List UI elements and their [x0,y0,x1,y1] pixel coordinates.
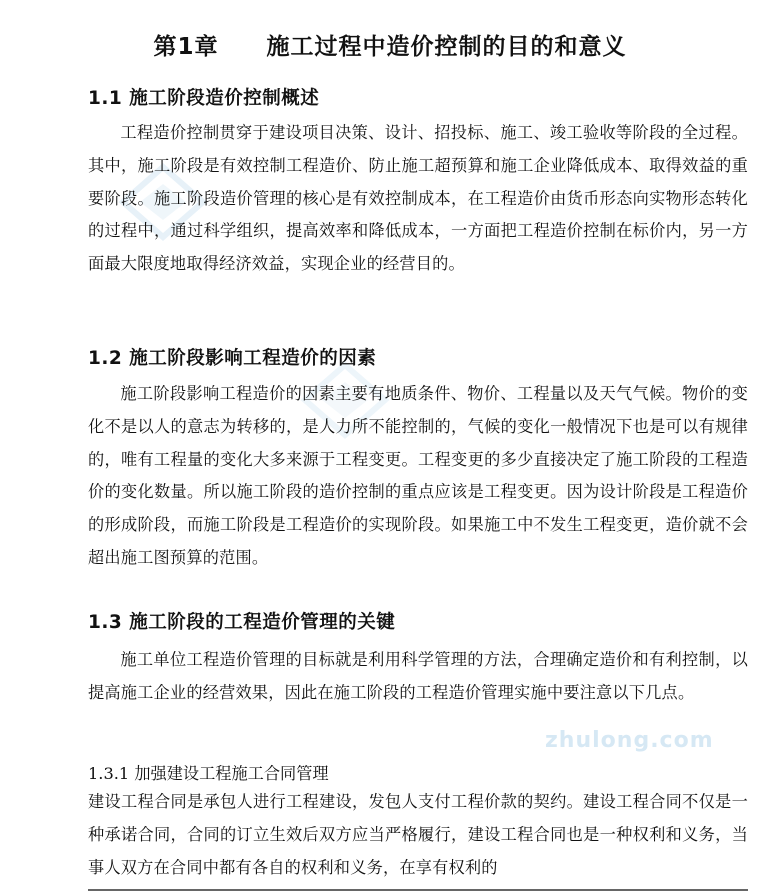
section-paragraph: 施工单位工程造价管理的目标就是利用科学管理的方法，合理确定造价和有利控制，以提高施工企业的经营效果，因此在施工阶段的工程造价管理实施中要注意以下几点。 [88,650,748,702]
section-heading: 1.2 施工阶段影响工程造价的因素 [88,348,377,369]
subsection-heading: 1.3.1 加强建设工程施工合同管理 [88,764,329,783]
subsection-paragraph: 建设工程合同是承包人进行工程建设，发包人支付工程价款的契约。建设工程合同不仅是一种承诺合同，合同的订立生效后双方应当严格履行，建设工程合同也是一种权利和义务，当事人双方在合同中都有各自的权利和义务，在享有权利的 [88,792,748,877]
watermark-text: zhulong.com [545,728,714,753]
section-heading: 1.1 施工阶段造价控制概述 [88,88,320,109]
chapter-title: 第1章 施工过程中造价控制的目的和意义 [153,34,627,60]
section-paragraph: 工程造价控制贯穿于建设项目决策、设计、招投标、施工、竣工验收等阶段的全过程。其中，施工阶段是有效控制工程造价、防止施工超预算和施工企业降低成本、取得效益的重要阶段。施工阶段造价管理的核心是有效控制成本，在工程造价由货币形态向实物形态转化的过程中，通过科学组织，提高效率和降低成本，一方面把工程造价控制在标价内，另一方面最大限度地取得经济效益，实现企业的经营目的。 [88,123,748,274]
page-bottom-rule [88,889,748,891]
section-heading: 1.3 施工阶段的工程造价管理的关键 [88,612,396,633]
section-paragraph: 施工阶段影响工程造价的因素主要有地质条件、物价、工程量以及天气气候。物价的变化不是以人的意志为转移的，是人力所不能控制的，气候的变化一般情况下也是可以有规律的，唯有工程量的变化大多来源于工程变更。工程变更的多少直接决定了施工阶段的工程造价的变化数量。所以施工阶段的造价控制的重点应该是工程变更。因为设计阶段是工程造价的形成阶段，而施工阶段是工程造价的实现阶段。如果施工中不发生工程变更，造价就不会超出施工图预算的范围。 [88,384,748,567]
